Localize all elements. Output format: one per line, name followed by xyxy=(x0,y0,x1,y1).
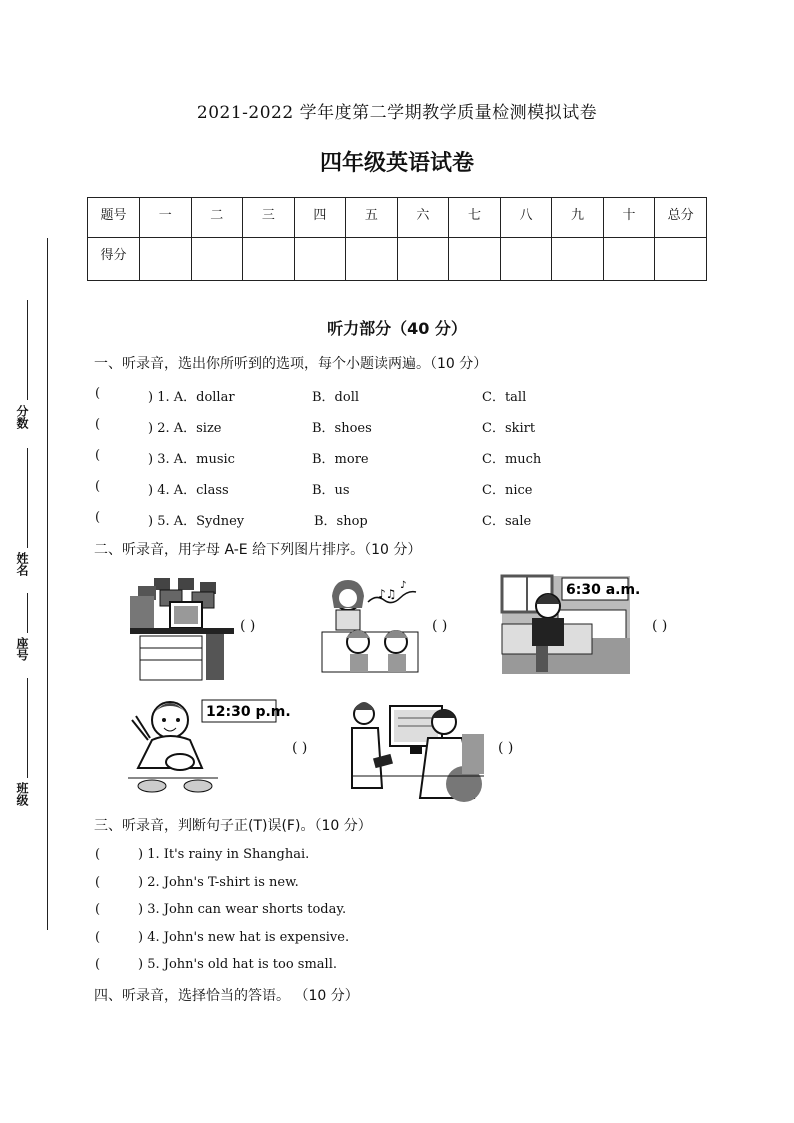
computer-room-picture xyxy=(130,576,234,682)
tf-sentence: ) 5. John's old hat is too small. xyxy=(138,957,337,972)
tf-paren[interactable]: ( xyxy=(95,847,101,862)
order-answer-paren[interactable]: ( ) xyxy=(652,618,668,634)
score-blank[interactable] xyxy=(655,238,707,281)
computer-lesson-picture xyxy=(352,698,484,798)
tf-sentence: ) 3. John can wear shorts today. xyxy=(138,902,347,917)
score-table xyxy=(87,197,707,281)
score-cell: 总分 xyxy=(655,198,707,238)
side-rule xyxy=(27,448,28,548)
tf-sentence: ) 1. It's rainy in Shanghai. xyxy=(138,847,310,862)
score-table-header-row xyxy=(88,198,707,238)
option-c: C．tall xyxy=(482,390,527,405)
exam-title: 2021-2022 学年度第二学期教学质量检测模拟试卷 xyxy=(196,103,598,123)
answer-paren[interactable]: ( xyxy=(95,448,101,463)
side-label-name: 姓名 xyxy=(15,552,29,576)
exam-subtitle: 四年级英语试卷 xyxy=(319,151,474,176)
music-class-picture xyxy=(318,576,422,676)
side-rule xyxy=(27,593,28,633)
tf-paren[interactable]: ( xyxy=(95,957,101,972)
option-c: C．much xyxy=(482,452,542,467)
order-answer-paren[interactable]: ( ) xyxy=(498,740,514,756)
answer-paren[interactable]: ( xyxy=(95,417,101,432)
score-blank[interactable] xyxy=(346,238,398,281)
part3-instruction: 三、听录音，判断句子正(T)误(F)。（10 分） xyxy=(94,818,372,834)
side-label-class: 班级 xyxy=(15,782,29,806)
side-rule xyxy=(27,678,28,778)
order-answer-paren[interactable]: ( ) xyxy=(292,740,308,756)
side-rule xyxy=(27,300,28,400)
svg-text:♪: ♪ xyxy=(400,580,407,591)
score-blank[interactable] xyxy=(397,238,449,281)
score-cell: 三 xyxy=(243,198,295,238)
score-cell: 题号 xyxy=(88,198,140,238)
option-b: B．shop xyxy=(314,514,368,529)
side-label-seat: 座号 xyxy=(15,637,29,661)
order-answer-paren[interactable]: ( ) xyxy=(432,618,448,634)
tf-paren[interactable]: ( xyxy=(95,902,101,917)
part1-instruction: 一、听录音，选出你所听到的选项，每个小题读两遍。（10 分） xyxy=(94,356,488,372)
option-a: ) 2. A．size xyxy=(148,421,222,436)
option-b: B．shoes xyxy=(312,421,372,436)
option-b: B．more xyxy=(312,452,369,467)
tf-paren[interactable]: ( xyxy=(95,930,101,945)
score-blank[interactable] xyxy=(243,238,295,281)
score-row-label: 得分 xyxy=(88,238,140,281)
tf-sentence: ) 4. John's new hat is expensive. xyxy=(138,930,350,945)
part4-instruction: 四、听录音，选择恰当的答语。 （10 分） xyxy=(94,988,359,1004)
time-label-noon: 12:30 p.m. xyxy=(206,704,291,720)
tf-paren[interactable]: ( xyxy=(95,875,101,890)
score-blank[interactable] xyxy=(191,238,243,281)
side-label-score: 分数 xyxy=(15,405,29,429)
option-a: ) 4. A．class xyxy=(148,483,229,498)
score-cell: 八 xyxy=(500,198,552,238)
option-b: B．doll xyxy=(312,390,360,405)
score-cell: 二 xyxy=(191,198,243,238)
option-a: ) 5. A．Sydney xyxy=(148,514,245,529)
score-cell: 五 xyxy=(346,198,398,238)
svg-text:♪♫: ♪♫ xyxy=(378,587,397,601)
score-cell: 六 xyxy=(397,198,449,238)
score-blank[interactable] xyxy=(500,238,552,281)
listening-heading: 听力部分（40 分） xyxy=(327,319,467,338)
answer-paren[interactable]: ( xyxy=(95,510,101,525)
score-cell: 七 xyxy=(449,198,501,238)
time-label-morning: 6:30 a.m. xyxy=(566,582,641,598)
score-blank[interactable] xyxy=(140,238,192,281)
score-cell: 十 xyxy=(603,198,655,238)
option-b: B．us xyxy=(312,483,350,498)
score-cell: 九 xyxy=(552,198,604,238)
score-blank[interactable] xyxy=(449,238,501,281)
option-c: C．skirt xyxy=(482,421,536,436)
score-blank[interactable] xyxy=(603,238,655,281)
option-a: ) 3. A．music xyxy=(148,452,235,467)
tf-sentence: ) 2. John's T-shirt is new. xyxy=(138,875,299,890)
option-c: C．nice xyxy=(482,483,533,498)
lunch-picture xyxy=(128,692,291,796)
score-blank[interactable] xyxy=(552,238,604,281)
answer-paren[interactable]: ( xyxy=(95,479,101,494)
answer-paren[interactable]: ( xyxy=(95,386,101,401)
morning-picture xyxy=(502,576,641,674)
option-a: ) 1. A．dollar xyxy=(148,390,235,405)
score-table-score-row xyxy=(88,238,707,281)
binding-line xyxy=(47,238,48,930)
score-blank[interactable] xyxy=(294,238,346,281)
option-c: C．sale xyxy=(482,514,532,529)
part2-instruction: 二、听录音，用字母 A-E 给下列图片排序。（10 分） xyxy=(94,542,422,558)
score-cell: 四 xyxy=(294,198,346,238)
score-cell: 一 xyxy=(140,198,192,238)
order-answer-paren[interactable]: ( ) xyxy=(240,618,256,634)
